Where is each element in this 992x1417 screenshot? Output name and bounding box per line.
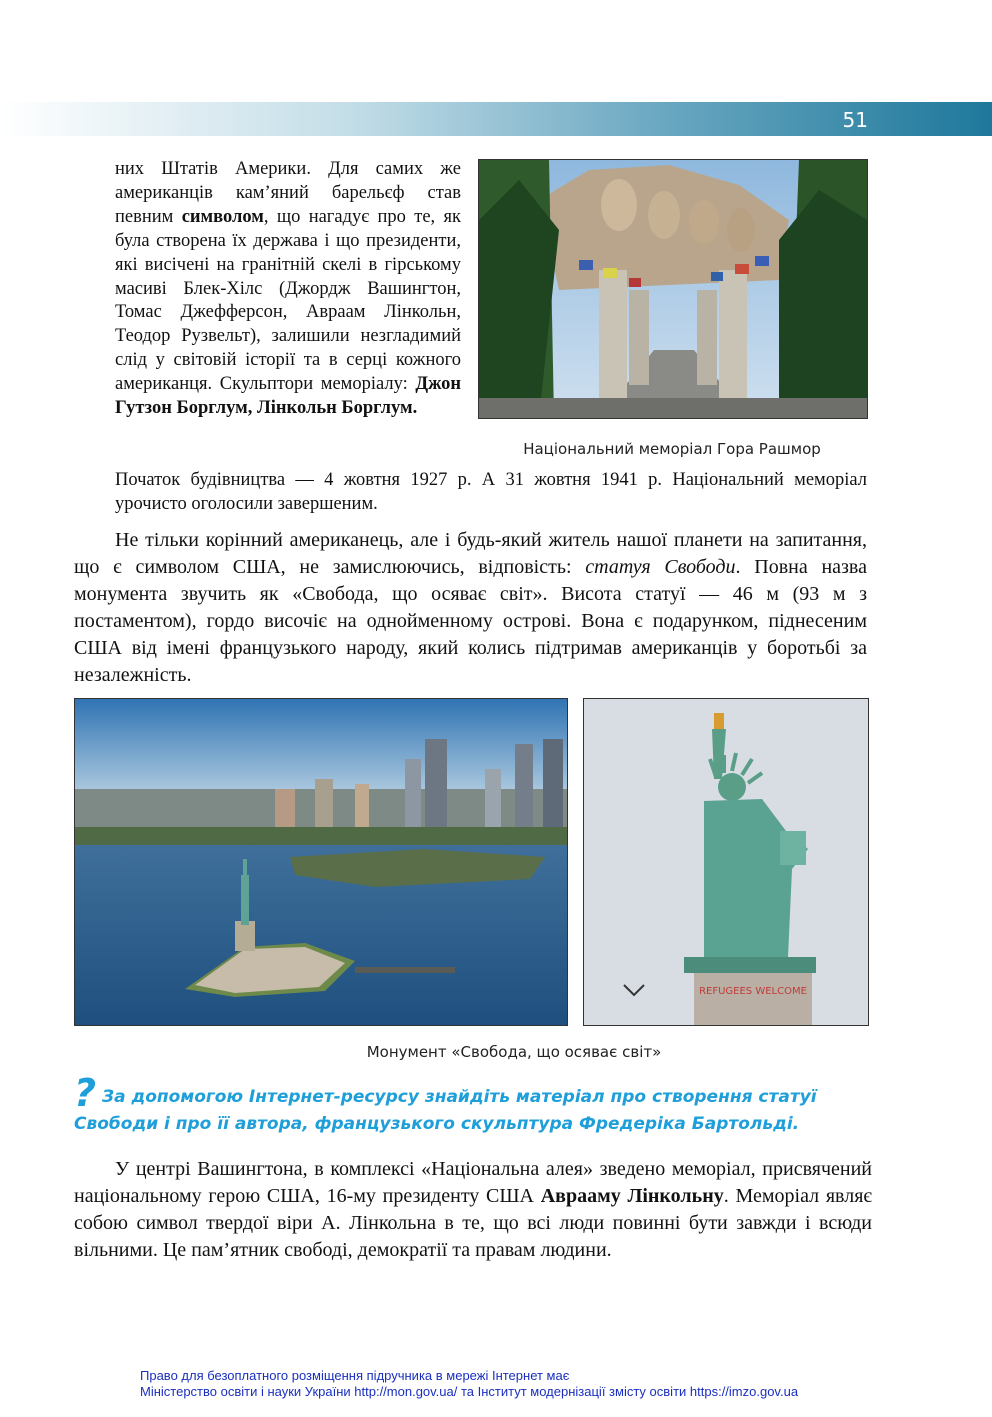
- rushmore-caption: Національний меморіал Гора Рашмор: [523, 440, 821, 458]
- task-text: За допомогою Інтернет-ресурсу знайдіть матеріал про створення статуї Свободи і про її автора, французького скульптура Фредеріка Бартольді.: [74, 1087, 817, 1134]
- statue-closeup-photo: [583, 698, 869, 1026]
- paragraph-construction: Початок будівництва — 4 жовтня 1927 р. А 31 жовтня 1941 р. Національний меморіал урочисто оголосили завершеним.: [115, 470, 867, 514]
- bold-term-symbol: символом: [181, 206, 264, 227]
- footer-line-2: Міністерство освіти і науки України http://mon.gov.ua/ та Інститут модернізації змісту освіти https://imzo.gov.ua: [140, 1384, 799, 1399]
- task-block: [74, 1071, 867, 1138]
- page-number: 51: [842, 108, 868, 132]
- liberty-island-photo: [74, 698, 568, 1026]
- italic-statue-name: статуя Свободи: [585, 556, 736, 578]
- bold-sculptors: Джон Гутзон Борглум, Лінкольн Борглум.: [115, 374, 461, 419]
- paragraph-lincoln: У центрі Вашингтона, в комплексі «Національна алея» зведено меморіал, присвячений національному герою США, 16-му президенту США Аврааму Лінкольну. Меморіал являє собою символ твердої віри А. Лінкольна в те, що всі люди повинні бути завжди і всюди вільними. Це пам’ятник свободі, демократії та правам людини.: [74, 1158, 872, 1261]
- footer-line-1: Право для безоплатного розміщення підручника в мережі Інтернет має: [140, 1368, 570, 1383]
- rushmore-photo: [478, 159, 868, 419]
- refugees-banner: REFUGEES WELCOME: [699, 986, 807, 997]
- paragraph-statue-liberty: Не тільки корінний американець, але і будь-який житель нашої планети на запитання, що є символом США, не замислюючись, відповість: статуя Свободи. Повна назва монумента звучить як «Свобода, що осяває світ». Висота статуї — 46 м (93 м з постаментом), гордо височіє на однойменному острові. Вона є подарунком, піднесеним США від імені французького народу, який колись підтримав американців у боротьбі за незалежність.: [74, 529, 867, 686]
- column-paragraph: них Штатів Америки. Для самих же американців кам’яний барельєф став певним символом, що нагадує про те, як була створена їх держава і що президенти, які висічені на гранітній скелі в гірському масиві Блек-Хілс (Джордж Вашингтон, Томас Джефферсон, Авраам Лінкольн, Теодор Рузвельт), залишили незгладимий слід у світовій історії та в серці кожного американця. Скульптори меморіалу: Джон Гутзон Борглум, Лінкольн Борглум.: [115, 159, 462, 419]
- bold-lincoln-name: Аврааму Лінкольну: [540, 1185, 724, 1207]
- question-mark-icon: ?: [74, 1071, 97, 1115]
- footer-notice: [140, 1368, 900, 1400]
- column-text: [115, 158, 461, 421]
- statue-caption: Монумент «Свобода, що осяває світ»: [366, 1043, 662, 1061]
